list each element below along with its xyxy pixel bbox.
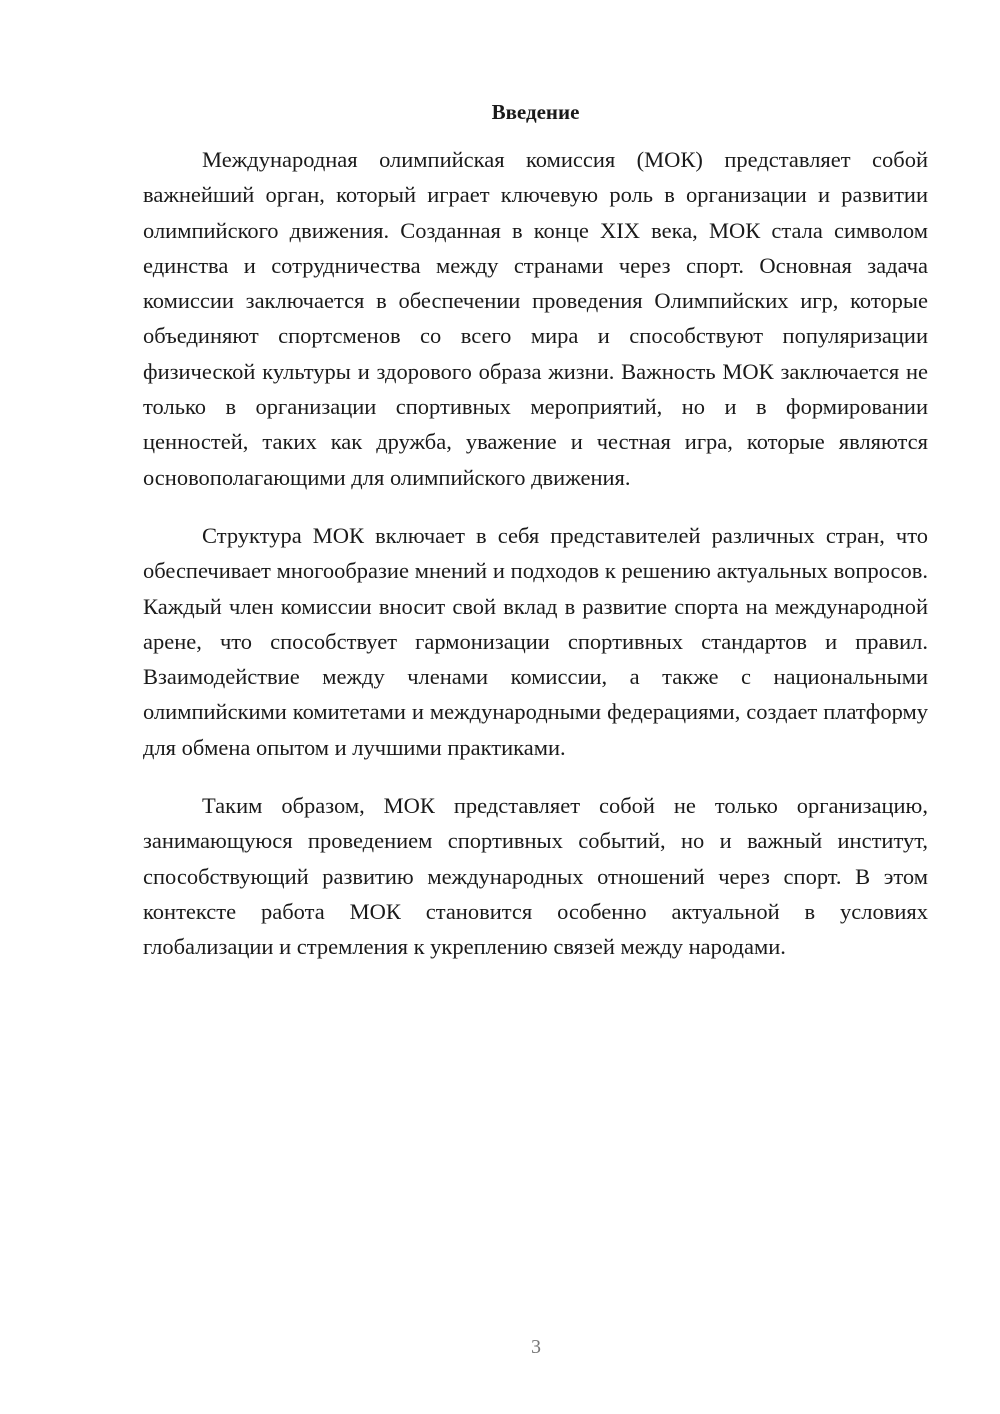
paragraph-intro: Международная олимпийская комиссия (МОК) представляет собой важнейший орган, который играет ключевую роль в организации и развитии олимпийского движения. Созданная в конце XIX века, МОК стала символом единства и сотрудничества между странами через спорт. Основная задача комиссии заключается в обеспечении проведения Олимпийских игр, которые объединяют спортсменов со всего мира и способствуют популяризации физической культуры и здорового образа жизни. Важность МОК заключается не только в организации спортивных мероприятий, но и в формировании ценностей, таких как дружба, уважение и честная игра, которые являются основополагающими для олимпийского движения. [143, 147, 928, 490]
section-heading: Введение [491, 100, 580, 124]
paragraph-structure: Структура МОК включает в себя представителей различных стран, что обеспечивает многообразие мнений и подходов к решению актуальных вопросов. Каждый член комиссии вносит свой вклад в развитие спорта на международной арене, что способствует гармонизации спортивных стандартов и правил. Взаимодействие между членами комиссии, а также с национальными олимпийскими комитетами и международными федерациями, создает платформу для обмена опытом и лучшими практиками. [143, 522, 928, 760]
body-text [143, 142, 928, 965]
page-number: 3 [531, 1336, 541, 1358]
paragraph-conclusion: Таким образом, МОК представляет собой не только организацию, занимающуюся проведением спортивных событий, но и важный институт, способствующий развитию международных отношений через спорт. В этом контексте работа МОК становится особенно актуальной в условиях глобализации и стремления к укреплению связей между народами. [143, 793, 928, 960]
